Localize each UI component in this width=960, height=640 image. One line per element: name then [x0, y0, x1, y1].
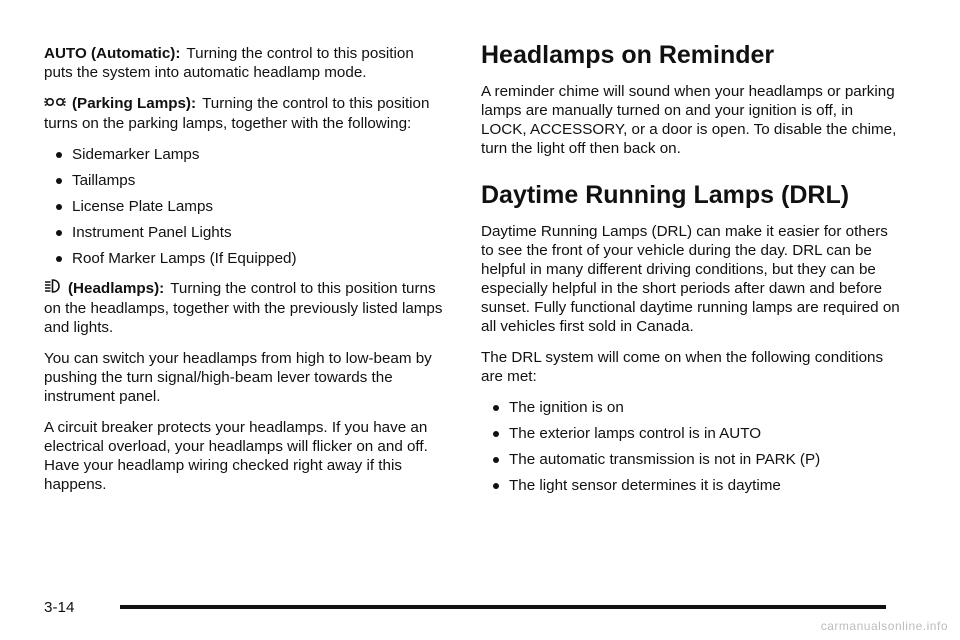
watermark: carmanualsonline.info [820, 619, 948, 633]
list-item: Taillamps [72, 171, 444, 190]
parking-lamps-paragraph [44, 94, 444, 133]
parking-lamps-text: Turning the control to this position turns on the parking lamps, together with the following: [44, 95, 430, 132]
footer-rule [120, 605, 886, 609]
bullet-icon [56, 152, 62, 158]
list-item: License Plate Lamps [72, 197, 444, 216]
bullet-icon [56, 256, 62, 262]
list-item: Instrument Panel Lights [72, 223, 444, 242]
headlamps-text: Turning the control to this position turns on the headlamps, together with the previously listed lamps and lights. [44, 280, 443, 336]
list-item: The ignition is on [509, 398, 901, 417]
drl-paragraph: Daytime Running Lamps (DRL) can make it easier for others to see the front of your vehicle during the day. DRL can be helpful in many different driving conditions, but they can be especially helpful in the short periods after dawn and before sunset. Fully functional daytime running lamps are required on all vehicles first sold in Canada. [481, 223, 900, 335]
page-footer [44, 598, 886, 618]
bullet-icon [493, 457, 499, 463]
headlamps-icon [44, 278, 62, 299]
reminder-paragraph: A reminder chime will sound when your headlamps or parking lamps are manually turned on and your ignition is off, in LOCK, ACCESSORY, or a door is open. To disable the chime, turn the light off then back on. [481, 83, 897, 157]
auto-paragraph [44, 44, 444, 82]
bullet-icon [493, 483, 499, 489]
auto-label: AUTO (Automatic): [44, 45, 181, 62]
reminder-heading: Headlamps on Reminder [481, 41, 775, 69]
list-item: The exterior lamps control is in AUTO [509, 424, 901, 443]
headlamps-paragraph [44, 278, 444, 337]
bullet-icon [56, 178, 62, 184]
parking-lamps-label: (Parking Lamps): [72, 95, 197, 112]
bullet-icon [493, 405, 499, 411]
circuit-breaker-paragraph: A circuit breaker protects your headlamps. If you have an electrical overload, your headlamps will flicker on and off. Have your headlamp wiring checked right away if this happens. [44, 419, 428, 493]
parking-lamps-list [44, 145, 444, 268]
page-number: 3-14 [44, 599, 75, 616]
right-column [481, 40, 901, 505]
list-item: Sidemarker Lamps [72, 145, 444, 164]
drl-conditions-paragraph: The DRL system will come on when the following conditions are met: [481, 349, 884, 385]
drl-heading: Daytime Running Lamps (DRL) [481, 181, 850, 209]
bullet-icon [56, 204, 62, 210]
headlamps-label: (Headlamps): [68, 280, 165, 297]
bullet-icon [493, 431, 499, 437]
parking-lamps-icon [44, 95, 66, 114]
switch-beam-paragraph: You can switch your headlamps from high to low-beam by pushing the turn signal/high-beam lever towards the instrument panel. [44, 350, 432, 405]
auto-text: Turning the control to this position puts the system into automatic headlamp mode. [44, 45, 414, 81]
drl-conditions-list [481, 398, 901, 495]
left-column [44, 44, 444, 506]
bullet-icon [56, 230, 62, 236]
list-item: Roof Marker Lamps (If Equipped) [72, 249, 444, 268]
list-item: The automatic transmission is not in PARK (P) [509, 450, 901, 469]
list-item: The light sensor determines it is daytime [509, 476, 901, 495]
